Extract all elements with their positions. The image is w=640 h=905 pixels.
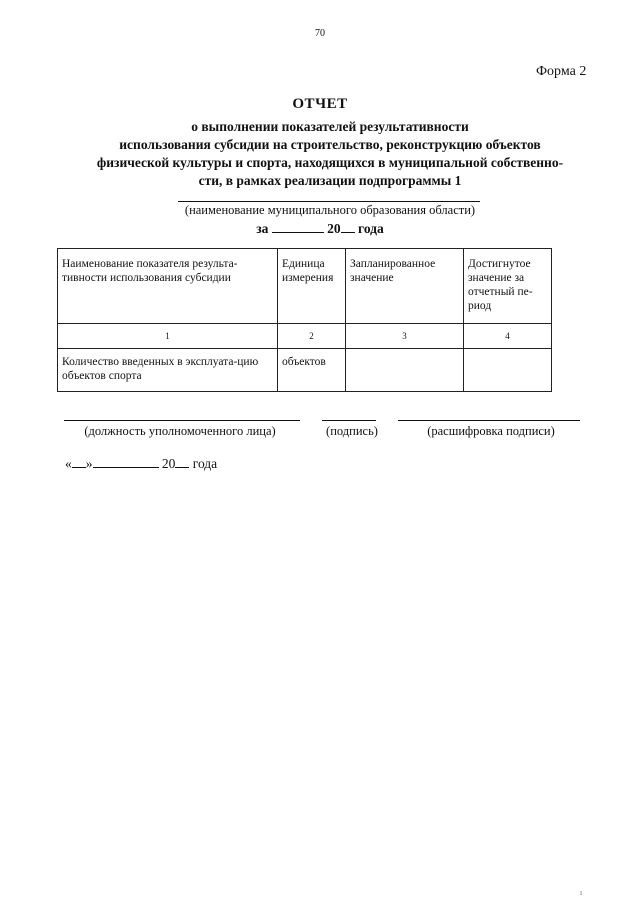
position-line-field[interactable] [64, 420, 300, 421]
date-open-quote: « [65, 456, 72, 471]
planned-value-cell[interactable] [346, 349, 464, 392]
subtitle-line: о выполнении показателей результативности [191, 119, 469, 134]
header-cell-unit: Единица измерения [278, 249, 346, 324]
date-suffix: года [192, 456, 218, 471]
municipality-caption: (наименование муниципального образования области) [184, 203, 476, 217]
subtitle-line: сти, в рамках реализации подпрограммы 1 [198, 173, 462, 188]
table-row [58, 349, 552, 392]
report-period [0, 220, 640, 237]
achieved-value-cell[interactable] [464, 349, 552, 392]
corner-mark: ı [580, 888, 583, 897]
report-table [57, 248, 552, 392]
municipality-name-field[interactable] [178, 201, 480, 202]
date-day-blank-field[interactable] [72, 455, 86, 468]
column-number-row [58, 324, 552, 349]
table-header-row [58, 249, 552, 324]
date-year-prefix: 20 [161, 456, 176, 471]
subtitle-line: физической культуры и спорта, находящихся в муниципальной собственно- [96, 155, 564, 170]
column-number: 4 [464, 324, 552, 349]
column-number: 1 [58, 324, 278, 349]
column-number: 2 [278, 324, 346, 349]
period-blank-field[interactable] [272, 220, 324, 233]
period-year-blank-field[interactable] [341, 220, 355, 233]
date-year-blank-field[interactable] [175, 455, 189, 468]
date-month-blank-field[interactable] [93, 455, 159, 468]
report-subtitle [60, 118, 600, 190]
period-prefix: за [256, 221, 269, 236]
form-label: Форма 2 [536, 64, 587, 79]
page-number: 70 [315, 28, 325, 39]
position-caption: (должность уполномоченного лица) [84, 424, 276, 438]
decoding-caption: (расшифровка подписи) [427, 424, 555, 438]
decoding-line-field[interactable] [398, 420, 580, 421]
column-number: 3 [346, 324, 464, 349]
subtitle-line: использования субсидии на строительство, реконструкцию объектов [119, 137, 541, 152]
report-title: ОТЧЕТ [292, 96, 348, 112]
unit-cell: объектов [278, 349, 346, 392]
date-field [65, 455, 217, 472]
period-year: 20 [327, 221, 341, 236]
date-close-quote: » [85, 456, 93, 471]
signature-line-field[interactable] [322, 420, 376, 421]
indicator-name-cell: Количество введенных в эксплуата-цию объектов спорта [58, 349, 278, 392]
period-suffix: года [358, 221, 384, 236]
header-cell-planned: Запланированное значение [346, 249, 464, 324]
header-cell-indicator: Наименование показателя результа-тивности использования субсидии [58, 249, 278, 324]
header-cell-achieved: Достигнутое значение за отчетный пе-риод [464, 249, 552, 324]
signature-caption: (подпись) [326, 424, 378, 438]
